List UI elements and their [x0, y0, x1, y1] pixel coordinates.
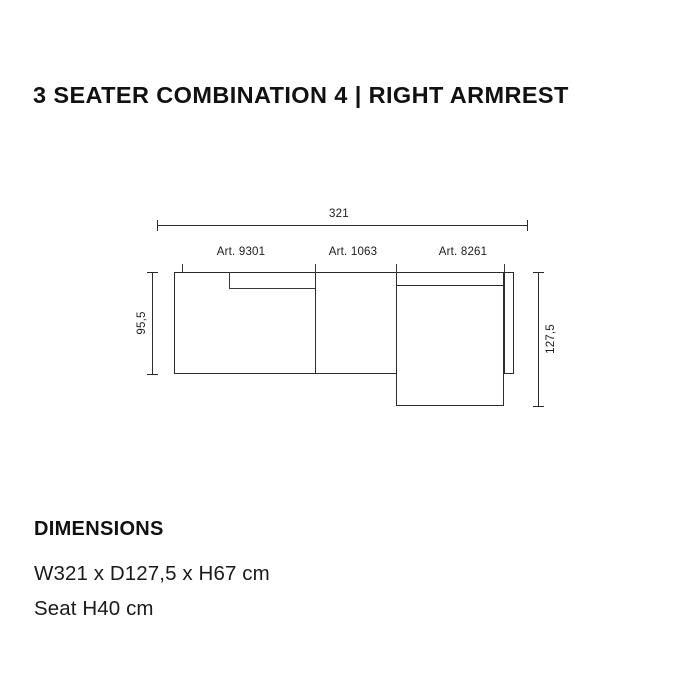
depth-left-dimension-line	[152, 272, 153, 374]
depth-right-dimension-label: 127,5	[545, 324, 557, 354]
module-label-3: Art. 8261	[438, 246, 488, 258]
module-divider-tick-1	[182, 264, 183, 272]
dimensions-heading: DIMENSIONS	[34, 518, 164, 540]
dimensions-overall: W321 x D127,5 x H67 cm	[34, 562, 270, 585]
sofa-module-middle	[315, 272, 397, 374]
module-label-1: Art. 9301	[216, 246, 266, 258]
backrest-line-left	[229, 288, 316, 289]
width-dimension-tick-right	[527, 220, 528, 231]
module-label-2: Art. 1063	[328, 246, 378, 258]
depth-right-tick-bottom	[533, 406, 544, 407]
sofa-module-right-chaise	[396, 272, 504, 406]
width-dimension-tick-left	[157, 220, 158, 231]
module-divider-tick-2	[315, 264, 316, 272]
depth-left-tick-top	[147, 272, 158, 273]
page-title: 3 SEATER COMBINATION 4 | RIGHT ARMREST	[33, 82, 569, 108]
depth-left-dimension-label: 95,5	[136, 311, 148, 335]
depth-right-tick-top	[533, 272, 544, 273]
sofa-right-armrest	[396, 272, 504, 286]
width-dimension-label: 321	[329, 208, 349, 220]
module-divider-tick-3	[396, 264, 397, 272]
armrest-line-left	[229, 272, 230, 288]
depth-left-tick-bottom	[147, 374, 158, 375]
dimensions-seat-height: Seat H40 cm	[34, 597, 154, 620]
width-dimension-line	[157, 225, 528, 226]
depth-right-dimension-line	[538, 272, 539, 406]
sofa-armrest-outer-right	[504, 272, 514, 374]
sofa-dimension-diagram	[0, 200, 700, 450]
module-divider-tick-4	[504, 264, 505, 272]
